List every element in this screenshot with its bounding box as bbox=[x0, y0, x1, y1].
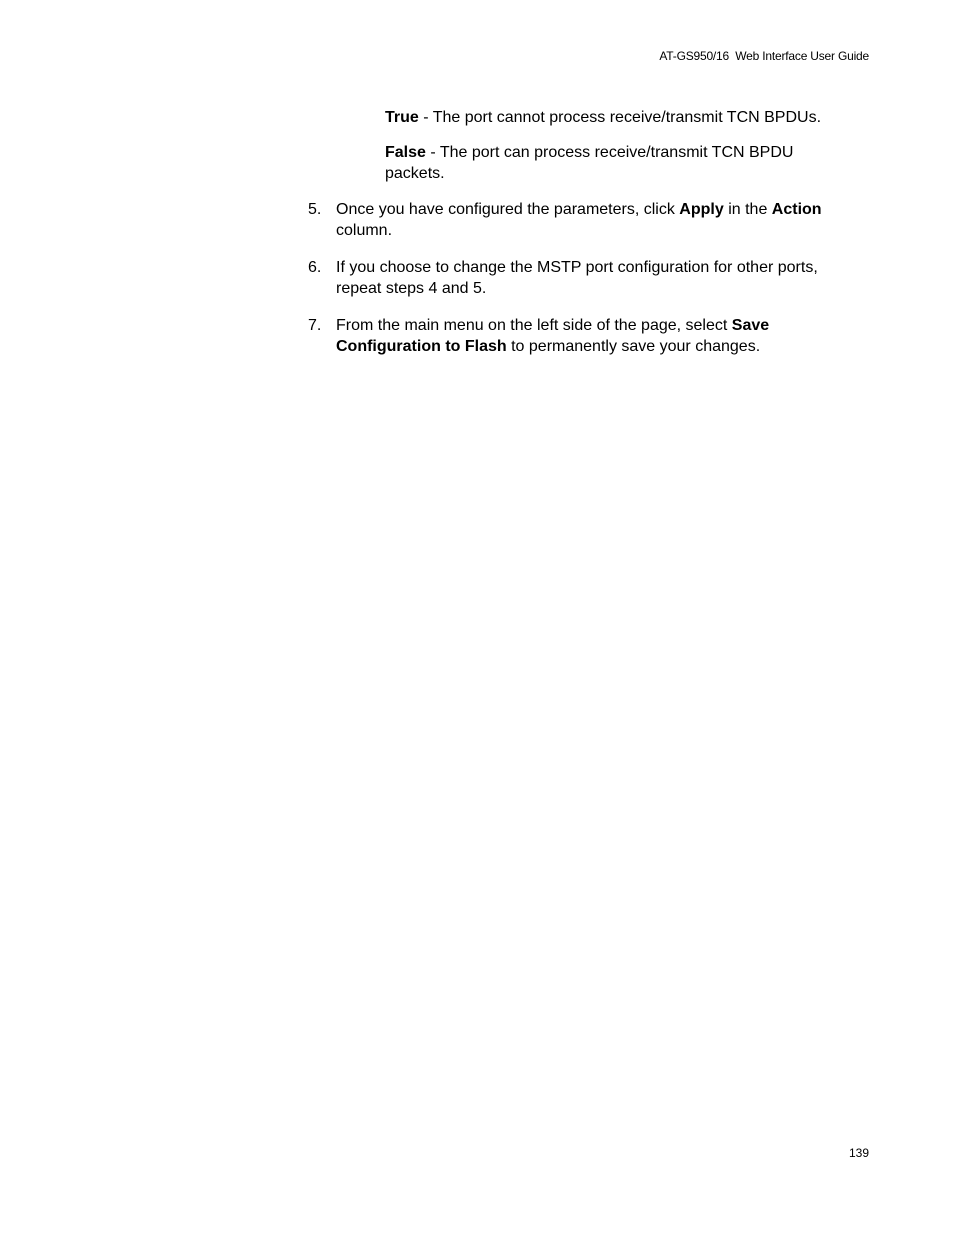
save-configuration-term: Save Configuration to Flash bbox=[336, 317, 770, 355]
definition-text-true: - The port cannot process receive/transmit TCN BPDUs. bbox=[418, 109, 822, 126]
step-text-part: From the main menu on the left side of the page, select bbox=[336, 317, 732, 334]
step-number: 5. bbox=[308, 201, 322, 218]
definition-term-false: False bbox=[385, 144, 426, 161]
step-text-part: Once you have configured the parameters, click bbox=[336, 201, 680, 218]
step-text-part: column. bbox=[336, 221, 393, 239]
definition-term-true: True bbox=[385, 109, 419, 126]
running-header: AT-GS950/16 Web Interface User Guide bbox=[659, 49, 869, 63]
step-text bbox=[336, 200, 866, 241]
step-text bbox=[336, 258, 866, 299]
step-text-part: If you choose to change the MSTP port configuration for other ports, repeat steps 4 and 5. bbox=[336, 259, 818, 297]
apply-term: Apply bbox=[679, 201, 724, 218]
step-number: 6. bbox=[308, 259, 322, 276]
step-text bbox=[336, 316, 866, 357]
step-text-part: to permanently save your changes. bbox=[506, 337, 761, 355]
definition-true bbox=[385, 108, 885, 129]
action-term: Action bbox=[771, 201, 822, 218]
page-number: 139 bbox=[848, 1146, 869, 1160]
definition-text-false: - The port can process receive/transmit TCN BPDU packets. bbox=[385, 144, 794, 182]
step-text-part: in the bbox=[723, 201, 772, 218]
step-number: 7. bbox=[308, 317, 322, 334]
definition-false bbox=[385, 143, 845, 184]
